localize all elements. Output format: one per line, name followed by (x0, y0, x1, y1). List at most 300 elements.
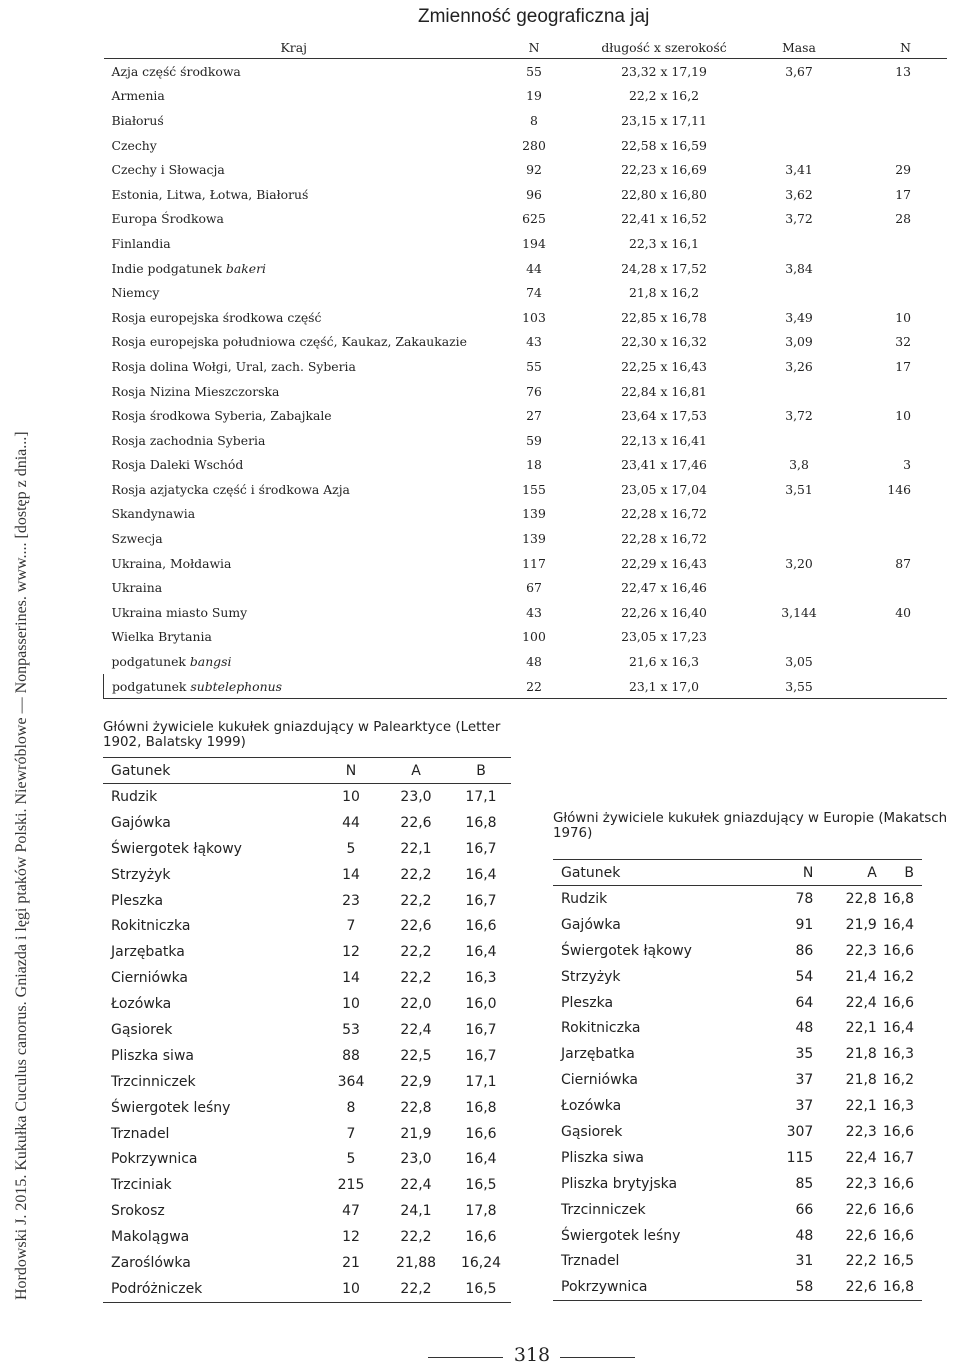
palearctic-header-row (103, 758, 511, 784)
dimensions-cell: 22,25 x 16,43 (621, 358, 707, 374)
table-row (104, 428, 948, 453)
species-cell: Świergotek leśny (111, 1099, 231, 1116)
table-row (553, 1041, 922, 1067)
n-cell: 14 (342, 970, 360, 987)
b-cell: 16,6 (882, 942, 914, 959)
country-cell (104, 133, 485, 158)
country-name: Rosja Nizina Mieszczorska (111, 383, 280, 399)
n-cell: 10 (342, 996, 360, 1013)
geo-table-body (104, 59, 948, 699)
country-cell (104, 526, 485, 551)
b-cell: 16,6 (882, 1175, 914, 1192)
n-cell: 78 (795, 890, 814, 907)
n-cell: 21 (342, 1254, 360, 1271)
species-cell: Cierniówka (561, 1072, 639, 1089)
country-cell (104, 453, 485, 478)
n-cell: 7 (346, 918, 356, 935)
dimensions-cell: 23,64 x 17,53 (621, 408, 707, 424)
species-cell: Łozówka (561, 1098, 622, 1115)
table-row (104, 354, 948, 379)
n-cell: 117 (522, 555, 546, 571)
table-row (103, 1198, 511, 1224)
species-cell: Gąsiorek (561, 1123, 623, 1140)
n-cell: 139 (522, 506, 546, 522)
b-cell: 17,8 (465, 1203, 497, 1220)
table-row (104, 84, 948, 109)
table-row (104, 207, 948, 232)
palearctic-table-body (103, 784, 511, 1303)
n-cell: 47 (342, 1203, 360, 1220)
n2-cell: 87 (895, 555, 911, 571)
species-cell: Podróżniczek (103, 1276, 321, 1302)
dimensions-cell: 22,85 x 16,78 (621, 309, 707, 325)
n2-cell (854, 674, 947, 699)
header-species: Gatunek (103, 758, 321, 784)
b-cell: 16,5 (882, 1253, 914, 1270)
b-cell: 16,2 (882, 968, 914, 985)
a-cell: 22,0 (400, 996, 432, 1013)
b-cell: 16,3 (465, 970, 497, 987)
n2-cell (854, 502, 947, 527)
country-cell (104, 379, 485, 404)
dimensions-cell: 22,47 x 16,46 (621, 580, 707, 596)
a-cell: 22,4 (400, 1177, 432, 1194)
country-cell (104, 256, 485, 281)
table-row (104, 600, 948, 625)
a-cell: 21,88 (395, 1254, 437, 1271)
country-name: Ukraina miasto Sumy (111, 604, 248, 620)
europe-header-row (553, 860, 922, 886)
country-name: Rosja środkowa Syberia, Zabajkale (111, 408, 332, 424)
mass-cell: 3,20 (785, 555, 813, 571)
n-cell: 115 (786, 1149, 814, 1166)
n-cell: 22 (484, 674, 584, 699)
table-row (103, 1250, 511, 1276)
n-cell: 91 (795, 916, 814, 933)
table-row (104, 305, 948, 330)
dimensions-cell: 22,13 x 16,41 (621, 432, 707, 448)
n2-cell (854, 649, 947, 674)
table-row (553, 1067, 922, 1093)
table-row (104, 625, 948, 650)
n-cell: 74 (526, 285, 542, 301)
n2-cell (854, 575, 947, 600)
table-row (103, 1069, 511, 1095)
n-cell: 66 (795, 1201, 814, 1218)
n-cell: 194 (522, 235, 546, 251)
b-cell: 16,6 (465, 1229, 497, 1246)
species-cell: Rudzik (111, 788, 158, 805)
n-cell: 215 (337, 1177, 365, 1194)
n2-cell: 28 (895, 211, 911, 227)
n-cell: 44 (526, 260, 542, 276)
a-cell: 22,6 (845, 1227, 877, 1244)
table-row (553, 912, 922, 938)
table-row (104, 330, 948, 355)
n-cell: 100 (522, 629, 546, 645)
species-cell: Świergotek łąkowy (561, 942, 692, 959)
mass-cell (744, 231, 854, 256)
a-cell: 22,2 (845, 1253, 877, 1270)
citation-text: Hordowski J. 2015. Kukułka Cuculus canorus. Gniazda i lęgi ptaków Polski. Niewróblowe — Nonpasserines. www.... [dostęp z dnia...] (13, 431, 30, 1300)
table-row (104, 59, 948, 84)
a-cell: 22,6 (400, 918, 432, 935)
country-name: Czechy (111, 137, 157, 153)
country-cell (104, 403, 485, 428)
species-cell: Rokitniczka (111, 918, 191, 935)
table-row (103, 862, 511, 888)
dimensions-cell: 22,30 x 16,32 (621, 334, 707, 350)
a-cell: 21,8 (845, 1046, 877, 1063)
europe-caption: Główni żywiciele kukułek gniazdujący w Europie (Makatsch 1976) (553, 811, 948, 841)
a-cell: 21,8 (845, 1072, 877, 1089)
country-cell (104, 502, 485, 527)
n2-cell (854, 379, 947, 404)
mass-cell: 3,8 (789, 457, 809, 473)
n2-cell: 40 (895, 604, 911, 620)
b-cell: 16,4 (465, 866, 497, 883)
country-cell (104, 428, 485, 453)
dimensions-cell: 22,80 x 16,80 (621, 186, 707, 202)
a-cell: 22,4 (845, 1149, 877, 1166)
header-dimensions: długość x szerokość (584, 36, 744, 59)
species-cell: Pleszka (111, 892, 164, 909)
b-cell: 16,6 (882, 994, 914, 1011)
a-cell: 22,2 (400, 944, 432, 961)
side-citation (0, 420, 30, 1300)
table-row (553, 1274, 922, 1300)
species-cell: Trzcinniczek (111, 1073, 196, 1090)
table-row (104, 280, 948, 305)
n-cell: 12 (342, 944, 360, 961)
dimensions-cell: 22,2 x 16,2 (628, 88, 700, 104)
table-row (104, 477, 948, 502)
n-cell: 14 (342, 866, 360, 883)
a-cell: 22,2 (400, 892, 432, 909)
country-cell (104, 280, 485, 305)
species-cell: Pliszka siwa (561, 1149, 644, 1166)
n-cell: 55 (526, 63, 542, 79)
species-cell: Świergotek leśny (561, 1227, 681, 1244)
country-cell (104, 207, 485, 232)
n-cell: 48 (526, 654, 542, 670)
header-species: Gatunek (553, 860, 764, 886)
country-name: Skandynawia (111, 506, 196, 522)
b-cell: 16,8 (882, 890, 914, 907)
dimensions-cell: 23,15 x 17,11 (621, 112, 707, 128)
a-cell: 22,4 (845, 994, 877, 1011)
header-n: N (764, 860, 820, 886)
table-row (103, 1146, 511, 1172)
mass-cell (744, 280, 854, 305)
species-cell: Pokrzywnica (553, 1274, 764, 1300)
table-row (553, 1248, 922, 1274)
dimensions-cell: 22,29 x 16,43 (621, 555, 707, 571)
country-name: Finlandia (111, 235, 171, 251)
table-row (103, 888, 511, 914)
species-cell: Srokosz (111, 1203, 165, 1220)
mass-cell: 3,26 (785, 358, 813, 374)
dimensions-cell: 23,41 x 17,46 (621, 457, 707, 473)
dimensions-cell: 22,58 x 16,59 (621, 137, 707, 153)
b-cell: 16,6 (882, 1123, 914, 1140)
country-cell (104, 575, 485, 600)
main-title: Zmienność geograficzna jaj (418, 6, 650, 27)
a-cell: 22,2 (400, 1229, 432, 1246)
n2-cell: 29 (895, 162, 911, 178)
table-row (103, 939, 511, 965)
n-cell: 18 (526, 457, 542, 473)
n-cell: 44 (342, 814, 360, 831)
b-cell: 16,7 (465, 892, 497, 909)
b-cell: 16,7 (882, 1149, 914, 1166)
b-cell: 16,2 (882, 1072, 914, 1089)
b-cell: 16,7 (465, 840, 497, 857)
a-cell: 22,4 (400, 1021, 432, 1038)
n-cell: 85 (795, 1175, 814, 1192)
table-row (104, 379, 948, 404)
n-cell: 43 (526, 334, 542, 350)
geo-header-row (104, 36, 948, 59)
header-n: N (321, 758, 381, 784)
a-cell: 21,9 (400, 1125, 432, 1142)
n-cell: 23 (342, 892, 360, 909)
b-cell: 16,6 (465, 918, 497, 935)
b-cell: 16,4 (465, 1151, 497, 1168)
n-cell: 37 (795, 1098, 814, 1115)
n2-cell: 146 (887, 481, 911, 497)
n2-cell: 13 (895, 63, 911, 79)
europe-table-body (553, 886, 922, 1301)
mass-cell (744, 575, 854, 600)
n-cell: 35 (795, 1046, 814, 1063)
a-cell: 22,8 (845, 890, 877, 907)
species-cell: Gajówka (561, 916, 621, 933)
n-cell: 54 (795, 968, 814, 985)
mass-cell: 3,51 (785, 481, 813, 497)
table-row (104, 133, 948, 158)
mass-cell: 3,144 (781, 604, 817, 620)
dimensions-cell: 22,23 x 16,69 (621, 162, 707, 178)
species-cell: Trznadel (111, 1125, 170, 1142)
n2-cell (854, 625, 947, 650)
dimensions-cell: 23,1 x 17,0 (584, 674, 744, 699)
a-cell: 22,6 (400, 814, 432, 831)
mass-cell (744, 379, 854, 404)
country-cell (104, 674, 485, 699)
n-cell: 58 (764, 1274, 820, 1300)
dimensions-cell: 22,41 x 16,52 (621, 211, 707, 227)
a-cell: 22,1 (845, 1020, 877, 1037)
n2-cell (854, 231, 947, 256)
b-cell: 16,7 (465, 1021, 497, 1038)
b-cell: 16,24 (460, 1254, 502, 1271)
n-cell: 53 (342, 1021, 360, 1038)
a-cell: 22,2 (400, 970, 432, 987)
n-cell: 8 (530, 112, 538, 128)
table-row (104, 649, 948, 674)
n-cell: 12 (342, 1229, 360, 1246)
n-cell: 48 (795, 1020, 814, 1037)
subspecies-name: bakeri (225, 260, 266, 276)
country-cell (104, 231, 485, 256)
table-row (553, 990, 922, 1016)
a-cell: 22,9 (400, 1073, 432, 1090)
b-cell: 16,8 (883, 1274, 922, 1300)
a-cell: 22,2 (381, 1276, 451, 1302)
header-a: A (819, 860, 883, 886)
table-row (553, 1223, 922, 1249)
b-cell: 16,8 (465, 814, 497, 831)
n2-cell: 10 (895, 309, 911, 325)
dimensions-cell: 23,32 x 17,19 (621, 63, 707, 79)
country-name: Ukraina, Mołdawia (111, 555, 232, 571)
dimensions-cell: 22,26 x 16,40 (621, 604, 707, 620)
n-cell: 27 (526, 408, 542, 424)
country-cell (104, 59, 485, 84)
species-cell: Jarzębatka (111, 944, 185, 961)
table-row (103, 810, 511, 836)
n-cell: 7 (346, 1125, 356, 1142)
country-name: Szwecja (111, 531, 163, 547)
country-name: Ukraina (111, 580, 163, 596)
country-name: Indie podgatunek (111, 260, 226, 276)
country-cell (104, 305, 485, 330)
species-cell: Pokrzywnica (111, 1151, 198, 1168)
a-cell: 22,3 (845, 1123, 877, 1140)
subspecies-name: bangsi (189, 654, 232, 670)
n-cell: 155 (522, 481, 546, 497)
dimensions-cell: 23,05 x 17,04 (621, 481, 707, 497)
a-cell: 22,1 (845, 1098, 877, 1115)
table-row (103, 1224, 511, 1250)
dimensions-cell: 22,28 x 16,72 (621, 506, 707, 522)
species-cell: Gajówka (111, 814, 171, 831)
a-cell: 22,8 (400, 1099, 432, 1116)
header-a: A (381, 758, 451, 784)
table-row (553, 886, 922, 912)
table-row (553, 1197, 922, 1223)
species-cell: Rokitniczka (561, 1020, 641, 1037)
table-row (104, 575, 948, 600)
n-cell: 92 (526, 162, 542, 178)
species-cell: Rudzik (561, 890, 608, 907)
n-cell: 31 (795, 1253, 814, 1270)
species-cell: Trzcinniczek (561, 1201, 646, 1218)
country-name: Estonia, Litwa, Łotwa, Białoruś (111, 186, 309, 202)
dimensions-cell: 24,28 x 17,52 (621, 260, 707, 276)
table-row (553, 938, 922, 964)
n-cell: 96 (526, 186, 542, 202)
dimensions-cell: 21,6 x 16,3 (628, 654, 700, 670)
table-row (104, 182, 948, 207)
country-name: Niemcy (111, 285, 160, 301)
palearctic-caption: Główni żywiciele kukułek gniazdujący w Palearktyce (Letter 1902, Balatsky 1999) (103, 720, 501, 750)
table-row (104, 157, 948, 182)
b-cell: 16,8 (465, 1099, 497, 1116)
n2-cell: 17 (895, 186, 911, 202)
table-row (104, 674, 948, 699)
a-cell: 22,1 (400, 840, 432, 857)
mass-cell (744, 84, 854, 109)
header-n2: N (854, 36, 947, 59)
europe-hosts-table (553, 859, 922, 1301)
country-name: Rosja europejska środkowa część (111, 309, 322, 325)
mass-cell: 3,49 (785, 309, 813, 325)
mass-cell (744, 108, 854, 133)
country-cell (104, 649, 485, 674)
country-name: Wielka Brytania (111, 629, 212, 645)
country-cell (104, 157, 485, 182)
table-row (553, 1171, 922, 1197)
species-cell: Świergotek łąkowy (111, 840, 242, 857)
a-cell: 22,6 (819, 1274, 883, 1300)
n2-cell (854, 428, 947, 453)
mass-cell: 3,55 (744, 674, 854, 699)
n2-cell: 17 (895, 358, 911, 374)
n-cell: 364 (337, 1073, 365, 1090)
n2-cell: 3 (903, 457, 911, 473)
b-cell: 16,4 (465, 944, 497, 961)
n2-cell (854, 256, 947, 281)
n2-cell (854, 84, 947, 109)
country-name: Białoruś (111, 112, 164, 128)
n2-cell (854, 280, 947, 305)
species-cell: Gąsiorek (111, 1021, 173, 1038)
country-cell (104, 108, 485, 133)
n-cell: 59 (526, 432, 542, 448)
dimensions-cell: 22,84 x 16,81 (621, 383, 707, 399)
country-name: Armenia (111, 88, 165, 104)
species-cell: Pleszka (561, 994, 614, 1011)
b-cell: 16,5 (451, 1276, 511, 1302)
page-rule-right (560, 1357, 635, 1358)
table-row (553, 1015, 922, 1041)
table-row (104, 256, 948, 281)
header-country: Kraj (104, 36, 485, 59)
table-row (104, 231, 948, 256)
country-cell (104, 84, 485, 109)
n-cell: 307 (786, 1123, 814, 1140)
n-cell: 37 (795, 1072, 814, 1089)
n-cell: 64 (795, 994, 814, 1011)
b-cell: 16,5 (465, 1177, 497, 1194)
species-cell: Zaroślówka (111, 1254, 191, 1271)
species-cell: Makolągwa (111, 1229, 190, 1246)
b-cell: 16,4 (882, 916, 914, 933)
n-cell: 280 (522, 137, 546, 153)
species-cell: Strzyżyk (111, 866, 171, 883)
palearctic-hosts-table (103, 757, 511, 1303)
header-n: N (484, 36, 584, 59)
n-cell: 48 (795, 1227, 814, 1244)
mass-cell: 3,72 (785, 211, 813, 227)
table-row (553, 1119, 922, 1145)
n2-cell (854, 133, 947, 158)
a-cell: 22,3 (845, 1175, 877, 1192)
b-cell: 16,6 (882, 1227, 914, 1244)
subspecies-name: subtelephonus (190, 678, 282, 694)
a-cell: 22,3 (845, 942, 877, 959)
n-cell: 76 (526, 383, 542, 399)
table-row (553, 1145, 922, 1171)
table-row (104, 453, 948, 478)
mass-cell (744, 502, 854, 527)
table-row (103, 784, 511, 810)
b-cell: 16,0 (465, 996, 497, 1013)
table-row (553, 964, 922, 990)
table-row (103, 1095, 511, 1121)
